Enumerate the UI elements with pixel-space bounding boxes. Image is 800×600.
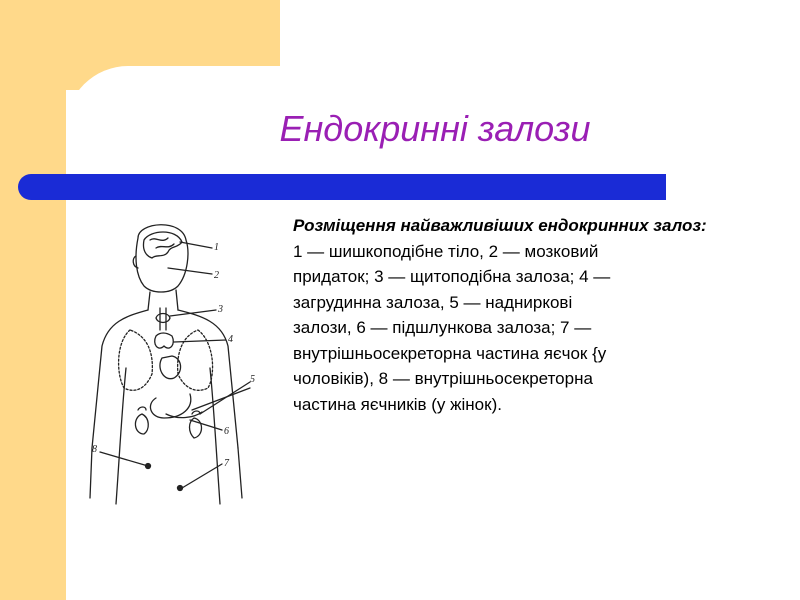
caption-line: 1 — шишкоподібне тіло, 2 — мозковий xyxy=(293,241,599,261)
caption-line: придаток; 3 — щитоподібна залоза; 4 — xyxy=(293,267,611,286)
figure-caption xyxy=(293,213,773,417)
figure-label-8: 8 xyxy=(92,444,97,455)
figure-label-2: 2 xyxy=(214,270,219,281)
figure-label-7: 7 xyxy=(224,458,229,469)
figure-label-3: 3 xyxy=(218,304,223,315)
caption-line: частина яєчників (у жінок). xyxy=(293,394,502,414)
figure-label-6: 6 xyxy=(224,426,229,437)
caption-line: загрудинна залоза, 5 — надниркові xyxy=(293,292,573,312)
background-accent-left xyxy=(0,0,66,600)
caption-line: чоловіків), 8 — внутрішньосекреторна xyxy=(293,369,593,388)
title-underline-bar xyxy=(18,174,666,200)
figure-label-4: 4 xyxy=(228,334,233,345)
caption-line: залози, 6 — підшлункова залоза; 7 — xyxy=(293,318,592,337)
caption-line: внутрішньосекреторна частина яєчок {у xyxy=(293,343,607,363)
endocrine-glands-illustration xyxy=(86,218,266,508)
slide-title: Ендокринні залози xyxy=(279,108,591,149)
caption-heading: Розміщення найважливіших ендокринних залоз: xyxy=(293,216,707,235)
figure-label-1: 1 xyxy=(214,242,219,253)
figure-label-5: 5 xyxy=(250,374,255,385)
